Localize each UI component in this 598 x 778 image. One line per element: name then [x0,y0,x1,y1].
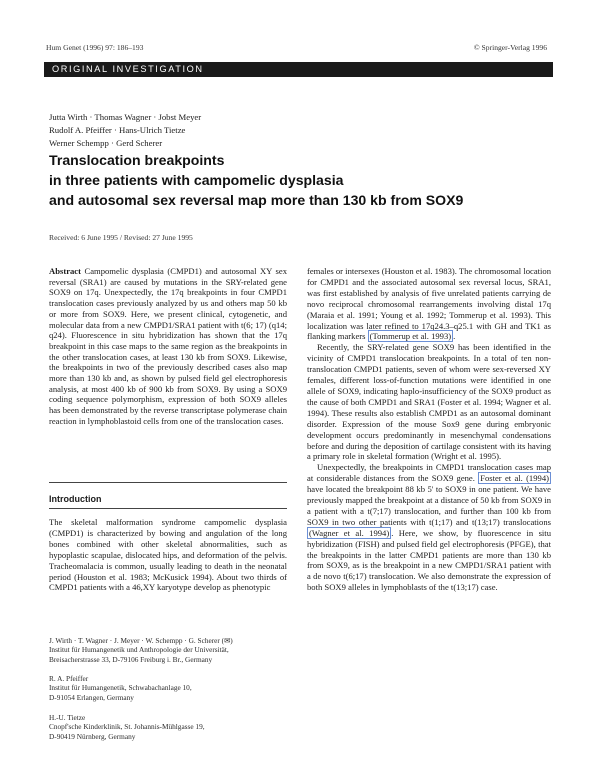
paragraph-text: have located the breakpoint 88 kb 5' to SOX9 in one patient. We have previously mapped the breakpoint at a distance of 50 kb from SOX9 in a patient with a t(7;17) translocation, and further than 100 kb from SOX9 in two other patients with t(1;17) and t(13;17) translocations [307,484,551,527]
title-line: and autosomal sex reversal map more than 130 kb from SOX9 [49,192,464,208]
affiliation-line: J. Wirth · T. Wagner · J. Meyer · W. Schempp · G. Scherer (✉) [49,636,233,645]
citation-link[interactable]: (Wagner et al. 1994) [309,527,390,538]
title-line: Translocation breakpoints [49,152,225,168]
paragraph-text: . [453,331,456,342]
received-dates: Received: 6 June 1995 / Revised: 27 June 1995 [49,233,193,242]
affiliation [49,674,287,702]
affiliation-line: Institut für Humangenetik, Schwabachanlage 10, [49,683,192,693]
section-label: ORIGINAL INVESTIGATION [52,64,204,74]
introduction-text: The skeletal malformation syndrome campomelic dysplasia (CMPD1) is characterized by bowing and angulation of the long bones combined with other skeletal abnormalities, such as hypoplastic scapulae, dislocated hips, and deformation of the pelvis. Tracheomalacia is common, usually leading to death in the neonatal period (Houston et al. 1983; McKusick 1994). About two thirds of CMPD1 patients with a 46,XY karyotype develop as phenotypic [49,517,287,593]
right-column [307,266,551,771]
paragraph-text: females or intersexes (Houston et al. 1983). The chromosomal location for CMPD1 and the associated autosomal sex reversal locus, SRA1, was first established by analysis of five unrelated patients carrying de novo reciprocal chromosomal rearrangements involving distal 17q (Maraia et al. 1991; Young et al. 1992; Tommerup et al. 1993). This localization was later refined to 17q24.3–q25.1 with GH and TK1 as flanking markers [307,266,551,342]
journal-citation: Hum Genet (1996) 97: 186–193 [46,43,144,52]
affiliation [49,636,287,664]
abstract [49,266,287,475]
divider [49,508,287,509]
introduction-heading: Introduction [49,494,102,504]
author-line: Rudolf A. Pfeiffer · Hans-Ulrich Tietze [49,125,186,135]
abstract-text: Campomelic dysplasia (CMPD1) and autosomal XY sex reversal (SRA1) are caused by mutations in the SRY-related gene SOX9 on 17q. Unexpectedly, the 17q breakpoints in four CMPD1 translocation cases previously analyzed by us and others map 50 kb or more from SOX9. Here, we present clinical, cytogenetic, and molecular data from a new CMPD1/SRA1 patient with t(6; 17) (q14; q24). Fluorescence in situ hybridization has shown that the 17q breakpoint in this case maps to the same region as the breakpoints in the other translocation cases, at least 130 kb from SOX9. Likewise, the breakpoints in two of the previously described cases also map more than 130 kb and, as shown by pulsed field gel electrophoresis analysis, at most 400 kb of 900 kb from SOX9. By using a SOX9 coding sequence polymorphism, expression of both SOX9 alleles has been demonstrated by the reverse transcriptase polymerase chain reaction in lymphoblastoid cells from one of the translocation cases. [49,266,287,426]
paragraph-text: . Here, we show, by fluorescence in situ hybridization (FISH) and pulsed field gel electrophoresis (PFGE), that the breakpoints in the latter CMPD1 patients are more than 130 kb from SOX9, as is the breakpoint in a new CMPD1/SRA1 patient with a de novo t(6;17) translocation. We also demonstrate the expression of both SOX9 alleles in lymphoblasts of the t(13;17) case. [307,527,551,593]
affiliation-line: Breisacherstrasse 33, D-79106 Freiburg i. Br., Germany [49,654,213,664]
abstract-label: Abstract [49,266,81,276]
affiliation-line: R. A. Pfeiffer [49,674,89,683]
paragraph-text: Unexpectedly, the breakpoints in CMPD1 translocation cases map at considerable distances from the SOX9 gene. [307,462,551,484]
affiliation-line: H.-U. Tietze [49,713,86,722]
author-list [49,111,201,150]
affiliation-line: Institut für Humangenetik und Anthropologie der Universität, [49,645,229,655]
section-band [44,62,553,77]
paragraph [307,462,551,593]
article-title [49,150,463,210]
publisher-copyright: © Springer-Verlag 1996 [473,43,547,52]
title-line: in three patients with campomelic dysplasia [49,172,344,188]
author-line: Werner Schempp · Gerd Scherer [49,138,163,148]
affiliation [49,713,287,741]
divider [49,482,287,483]
affiliation-line: Cnopf'sche Kinderklinik, St. Johannis-Mühlgasse 19, [49,722,205,732]
affiliation-line: D-91054 Erlangen, Germany [49,692,134,702]
paragraph [307,266,551,342]
citation-link[interactable]: Foster et al. (1994) [480,473,549,484]
author-line: Jutta Wirth · Thomas Wagner · Jobst Meyer [49,112,202,122]
citation-link[interactable]: (Tommerup et al. 1993) [369,331,452,342]
paragraph: Recently, the SRY-related gene SOX9 has been identified in the vicinity of CMPD1 translocation breakpoints. In a total of ten non-translocation CMPD1 patients, seven of whom were sex-reversed XY females, different loss-of-function mutations were identified in one allele of SOX9, indicating haplo-insufficiency of the SOX9 product as the cause of both CMPD1 and SRA1 (Foster et al. 1994; Wagner et al. 1994). These results also establish CMPD1 as an autosomal dominant disorder. Expression of the mouse Sox9 gene during embryonic development occurs predominantly in mesenchymal condensations before and during the deposition of cartilage consistent with its having a primary role in skeletal formation (Wright et al. 1995). [307,342,551,462]
affiliation-line: D-90419 Nürnberg, Germany [49,731,136,741]
